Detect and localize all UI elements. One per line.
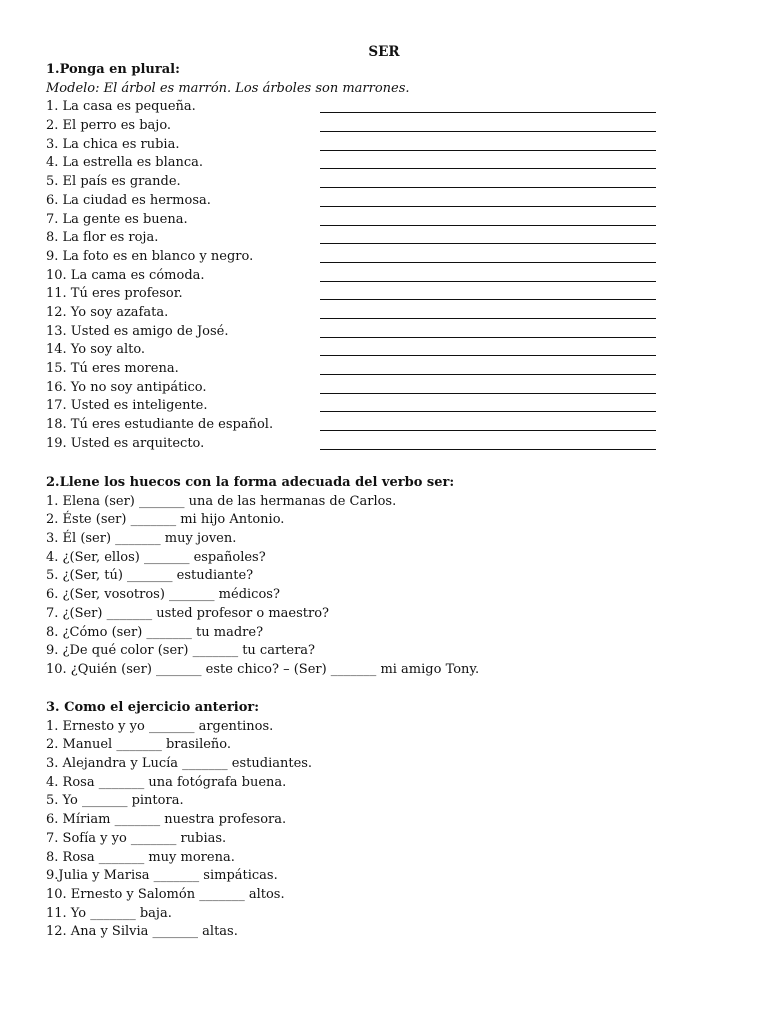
exercise-item [46, 173, 726, 192]
exercise-text: 1. Elena (ser) _______ una de las hermanas de Carlos. [46, 493, 397, 509]
exercise-text: 7. Sofía y yo _______ rubias. [46, 830, 227, 846]
exercise-item [46, 567, 726, 586]
exercise-item [46, 605, 726, 624]
exercise-item [46, 849, 726, 868]
exercise-text: 8. Rosa _______ muy morena. [46, 849, 235, 865]
exercise-text: 15. Tú eres morena. [46, 361, 179, 376]
exercise-item [46, 549, 726, 568]
exercise-text: 14. Yo soy alto. [46, 342, 146, 358]
exercise-item [46, 98, 726, 117]
answer-line[interactable] [320, 173, 656, 188]
exercise-text: 2. El perro es bajo. [46, 118, 172, 134]
exercise-item [46, 136, 726, 155]
exercise-item [46, 718, 726, 737]
answer-line[interactable] [320, 248, 656, 263]
exercise-item [46, 341, 726, 360]
answer-line[interactable] [320, 285, 656, 300]
answer-line[interactable] [320, 267, 656, 282]
exercise-text: 3. Él (ser) _______ muy joven. [46, 531, 237, 547]
exercise-item [46, 586, 726, 605]
exercise-item [46, 886, 726, 905]
exercise-text: 1. La casa es pequeña. [46, 99, 196, 115]
exercise-item [46, 792, 726, 811]
exercise-item [46, 304, 726, 323]
answer-line[interactable] [320, 154, 656, 169]
exercise-text: 2. Éste (ser) _______ mi hijo Antonio. [46, 512, 285, 528]
answer-line[interactable] [320, 192, 656, 207]
exercise-item [46, 642, 726, 661]
answer-line[interactable] [320, 117, 656, 132]
exercise-item [46, 923, 726, 942]
exercise-text: 4. Rosa _______ una fotógrafa buena. [46, 774, 287, 790]
exercise-text: 1. Ernesto y yo _______ argentinos. [46, 718, 274, 734]
exercise-text: 11. Tú eres profesor. [46, 286, 183, 302]
exercise-item [46, 416, 726, 435]
exercise-item [46, 360, 726, 379]
exercise-item [46, 267, 726, 286]
exercise-item [46, 867, 726, 886]
section-1-list [46, 98, 726, 453]
exercise-text: 9. La foto es en blanco y negro. [46, 248, 254, 264]
answer-line[interactable] [320, 341, 656, 356]
answer-line[interactable] [320, 211, 656, 226]
exercise-item [46, 248, 726, 267]
exercise-text: 10. ¿Quién (ser) _______ este chico? – (Ser) _______ mi amigo Tony. [46, 661, 480, 677]
exercise-item [46, 811, 726, 830]
section-3-heading: 3. Como el ejercicio anterior: [46, 700, 260, 715]
section-1-model: Modelo: El árbol es marrón. Los árboles son marrones. [46, 80, 410, 96]
answer-line[interactable] [320, 360, 656, 375]
section-1-heading: 1.Ponga en plural: [46, 62, 180, 77]
exercise-text: 9. ¿De qué color (ser) _______ tu cartera? [46, 643, 316, 659]
section-2-heading: 2.Llene los huecos con la forma adecuada del verbo ser: [46, 475, 455, 490]
answer-line[interactable] [320, 323, 656, 338]
exercise-item [46, 379, 726, 398]
exercise-text: 5. Yo _______ pintora. [46, 793, 184, 809]
section-2 [46, 474, 726, 680]
exercise-item [46, 285, 726, 304]
exercise-text: 4. La estrella es blanca. [46, 155, 204, 171]
exercise-text: 17. Usted es inteligente. [46, 398, 208, 414]
exercise-text: 4. ¿(Ser, ellos) _______ españoles? [46, 549, 266, 565]
exercise-text: 6. Míriam _______ nuestra profesora. [46, 812, 287, 828]
exercise-item [46, 774, 726, 793]
page-title: SER [368, 44, 400, 60]
section-3 [46, 699, 726, 942]
answer-line[interactable] [320, 98, 656, 113]
exercise-text: 7. ¿(Ser) _______ usted profesor o maestro? [46, 605, 329, 621]
exercise-item [46, 493, 726, 512]
answer-line[interactable] [320, 229, 656, 244]
exercise-text: 12. Yo soy azafata. [46, 304, 169, 320]
exercise-item [46, 624, 726, 643]
section-2-list [46, 493, 726, 680]
answer-line[interactable] [320, 136, 656, 151]
exercise-text: 2. Manuel _______ brasileño. [46, 737, 232, 753]
exercise-text: 5. El país es grande. [46, 174, 181, 190]
exercise-item [46, 755, 726, 774]
section-3-list [46, 718, 726, 942]
exercise-text: 16. Yo no soy antipático. [46, 379, 207, 395]
answer-line[interactable] [320, 435, 656, 450]
exercise-text: 6. La ciudad es hermosa. [46, 192, 211, 208]
exercise-text: 6. ¿(Ser, vosotros) _______ médicos? [46, 587, 280, 603]
exercise-item [46, 661, 726, 680]
exercise-text: 10. La cama es cómoda. [46, 267, 205, 283]
exercise-text: 7. La gente es buena. [46, 211, 188, 227]
exercise-item [46, 192, 726, 211]
exercise-item [46, 511, 726, 530]
exercise-text: 10. Ernesto y Salomón _______ altos. [46, 886, 285, 902]
exercise-text: 18. Tú eres estudiante de español. [46, 417, 274, 433]
exercise-item [46, 830, 726, 849]
section-1 [46, 61, 726, 453]
answer-line[interactable] [320, 416, 656, 431]
exercise-text: 12. Ana y Silvia _______ altas. [46, 924, 238, 940]
exercise-item [46, 397, 726, 416]
exercise-item [46, 530, 726, 549]
exercise-item [46, 229, 726, 248]
exercise-item [46, 117, 726, 136]
exercise-text: 5. ¿(Ser, tú) _______ estudiante? [46, 568, 254, 584]
exercise-text: 3. Alejandra y Lucía _______ estudiantes. [46, 756, 313, 772]
answer-line[interactable] [320, 304, 656, 319]
exercise-item [46, 323, 726, 342]
exercise-item [46, 211, 726, 230]
exercise-text: 8. La flor es roja. [46, 230, 159, 246]
answer-line[interactable] [320, 379, 656, 394]
exercise-text: 13. Usted es amigo de José. [46, 323, 229, 339]
answer-line[interactable] [320, 397, 656, 412]
exercise-text: 9.Julia y Marisa _______ simpáticas. [46, 868, 278, 884]
exercise-item [46, 435, 726, 454]
exercise-item [46, 154, 726, 173]
exercise-item [46, 736, 726, 755]
exercise-item [46, 905, 726, 924]
exercise-text: 8. ¿Cómo (ser) _______ tu madre? [46, 624, 264, 640]
exercise-text: 11. Yo _______ baja. [46, 905, 172, 921]
exercise-text: 19. Usted es arquitecto. [46, 435, 205, 451]
exercise-text: 3. La chica es rubia. [46, 136, 180, 152]
